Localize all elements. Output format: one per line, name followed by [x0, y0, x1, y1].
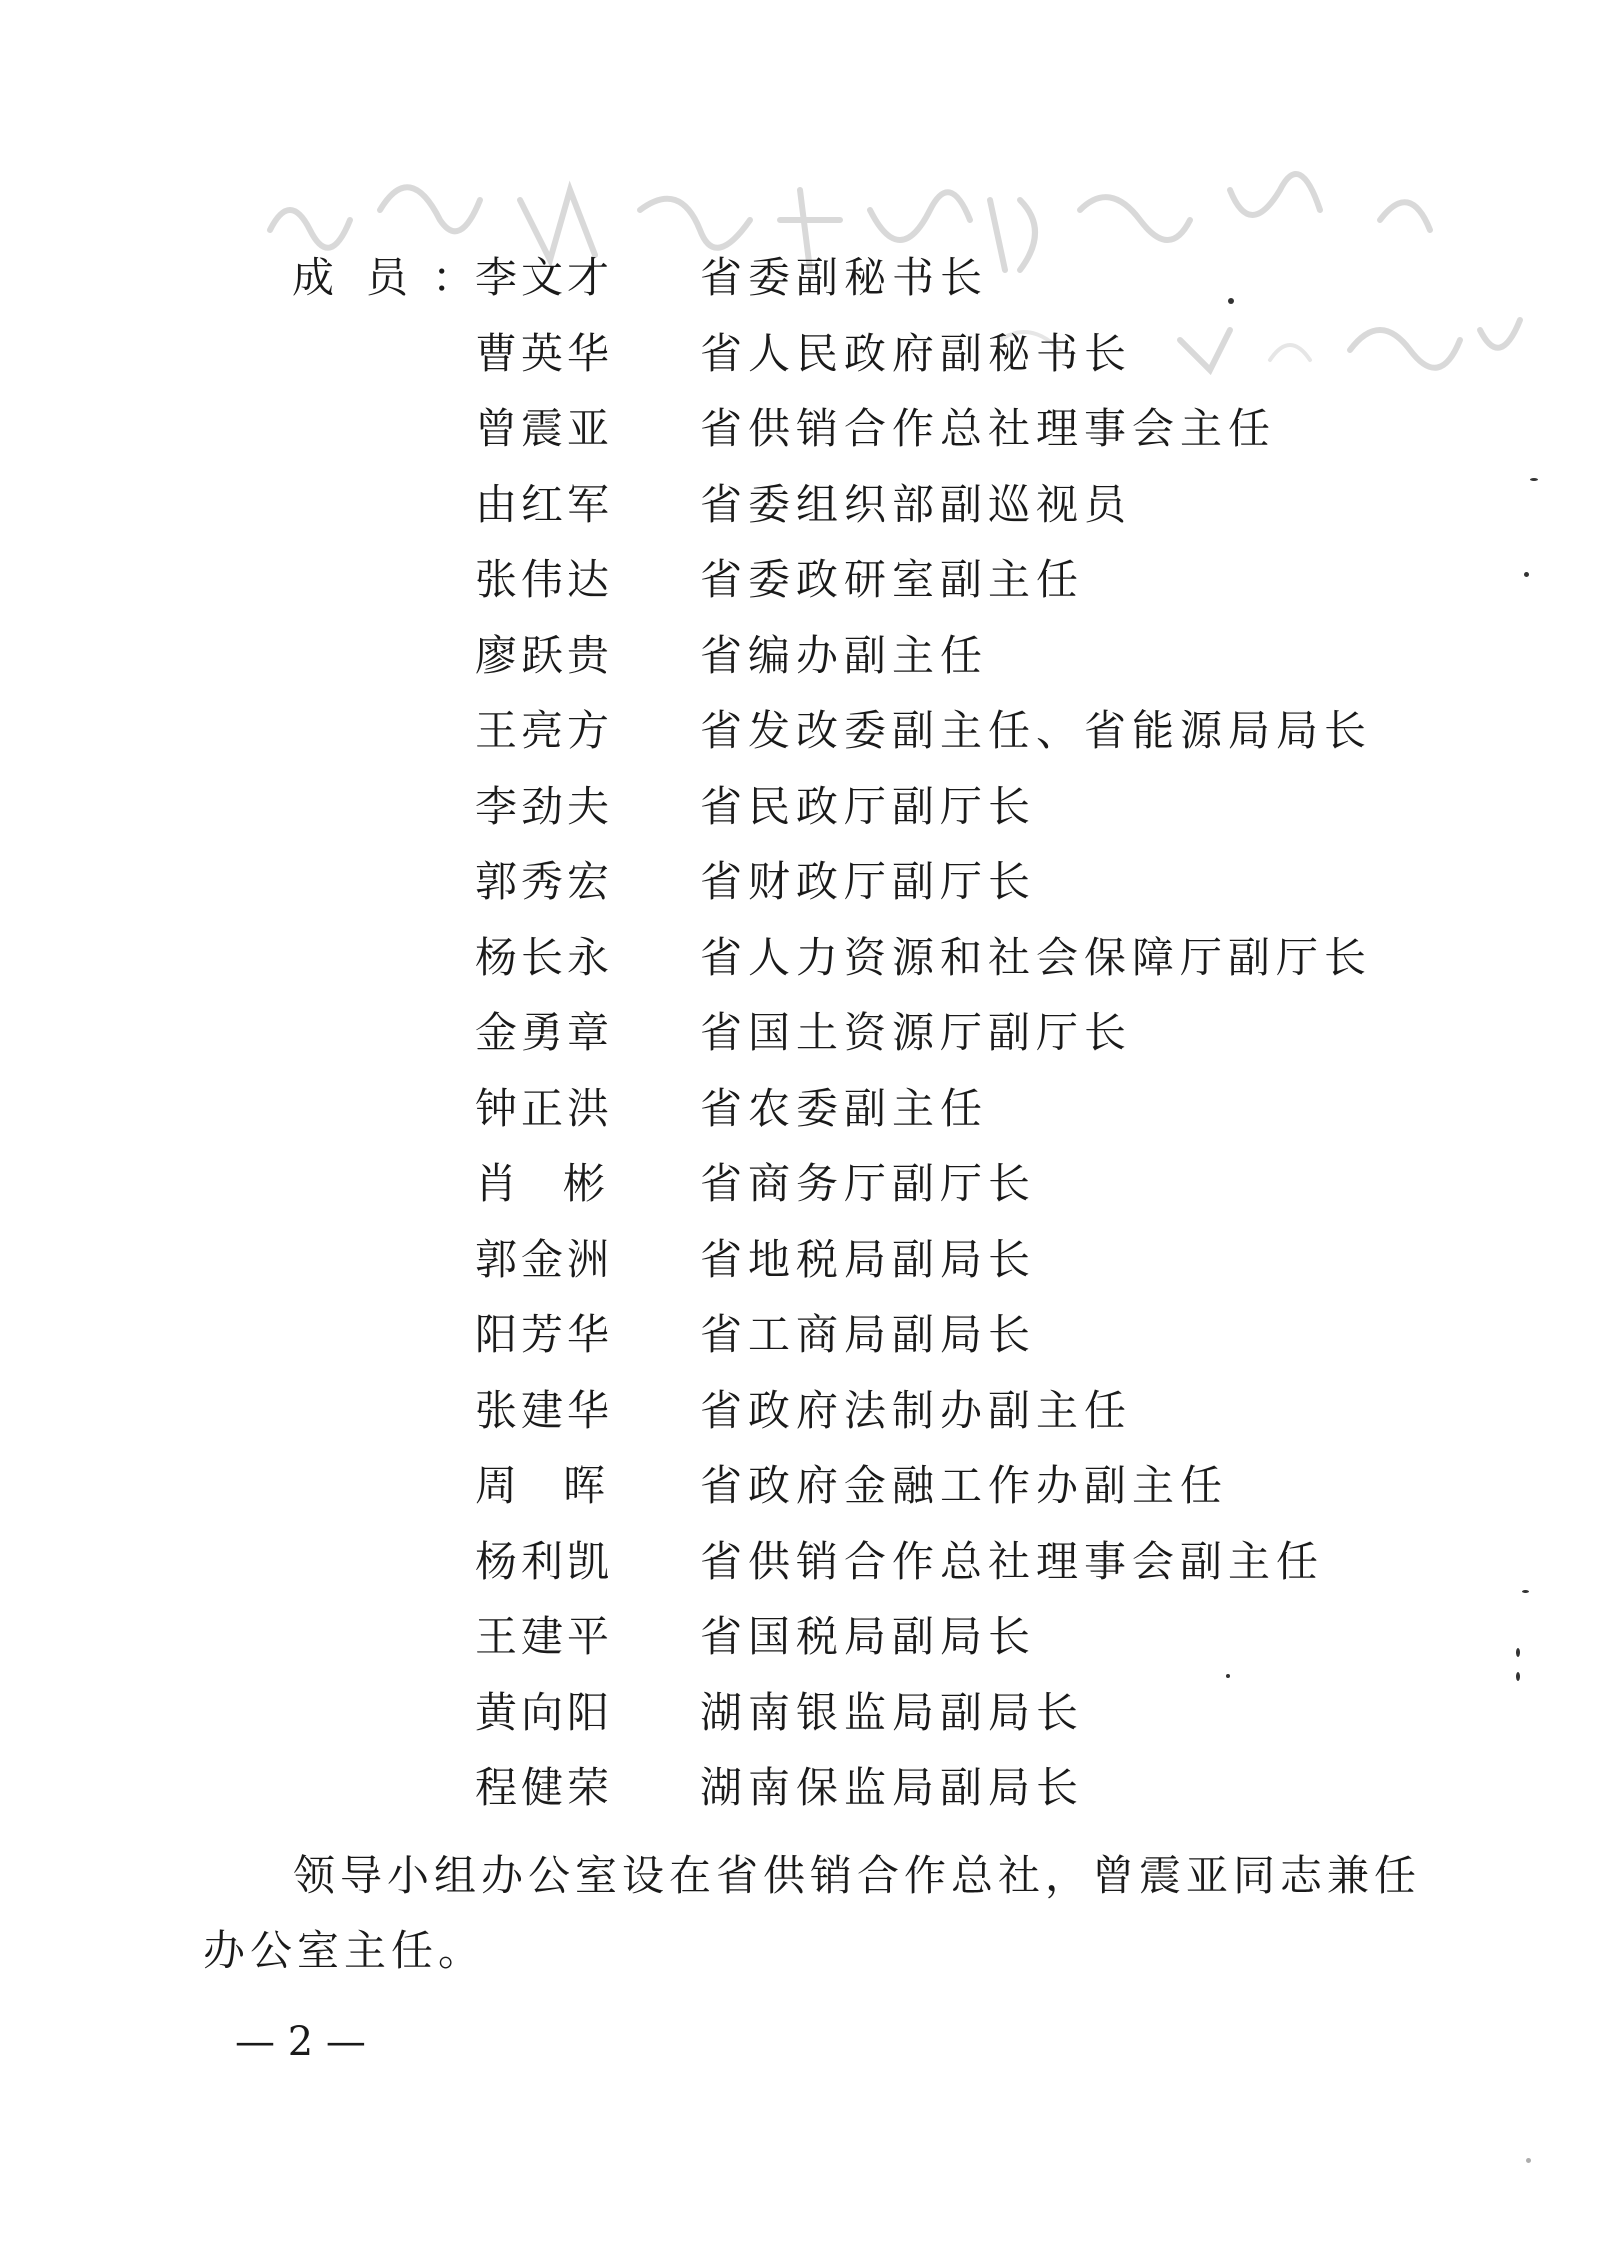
member-row: [0, 777, 1600, 853]
member-name: 张伟达: [475, 555, 614, 604]
member-title: 省委组织部副巡视员: [700, 479, 1133, 529]
office-paragraph-line: 办公室主任。: [203, 1926, 486, 1975]
member-list: [0, 248, 1600, 1834]
member-title: 省财政厅副厅长: [700, 857, 1037, 906]
member-row: [0, 852, 1600, 928]
member-name: 张建华: [475, 1385, 614, 1435]
member-title: 省发改委副主任、省能源局局长: [700, 706, 1373, 755]
scan-speck: [1228, 298, 1234, 304]
member-name: 曾震亚: [475, 404, 614, 453]
member-title: 省民政厅副厅长: [700, 781, 1037, 831]
member-name: 杨利凯: [475, 1536, 614, 1586]
member-name: 黄向阳: [475, 1687, 614, 1737]
member-name: 李文才: [475, 253, 614, 302]
member-label: 成员: [292, 253, 441, 302]
member-row: [0, 1683, 1600, 1759]
member-row: [0, 1381, 1600, 1457]
member-title: 省政府金融工作办副主任: [700, 1461, 1229, 1510]
member-name: 廖跃贵: [475, 630, 614, 680]
member-title: 省编办副主任: [700, 630, 989, 680]
member-title: 省工商局副局长: [700, 1310, 1037, 1359]
member-row: [0, 550, 1600, 626]
member-row: [0, 1305, 1600, 1381]
member-title: 省政府法制办副主任: [700, 1385, 1133, 1435]
member-title: 省地税局副局长: [700, 1234, 1037, 1284]
member-row: [0, 1003, 1600, 1079]
member-label-colon: ：: [432, 253, 475, 302]
scan-speck: [1522, 1590, 1529, 1593]
page-number: — 2 —: [235, 2019, 366, 2065]
member-name: 杨长永: [475, 932, 614, 982]
member-title: 省国税局副局长: [700, 1612, 1037, 1661]
member-row: [0, 1230, 1600, 1306]
member-title: 省人力资源和社会保障厅副厅长: [700, 932, 1373, 982]
member-title: 省供销合作总社理事会副主任: [700, 1536, 1325, 1586]
member-title: 湖南银监局副局长: [700, 1687, 1085, 1737]
member-row: [0, 626, 1600, 702]
member-name: 李劲夫: [475, 781, 614, 831]
member-title: 省人民政府副秘书长: [700, 328, 1133, 378]
member-row: [0, 324, 1600, 400]
member-name: 郭秀宏: [475, 857, 614, 906]
office-paragraph-line: 领导小组办公室设在省供销合作总社，曾震亚同志兼任: [293, 1851, 1422, 1900]
member-name: 周晖: [475, 1461, 652, 1510]
member-row: [0, 928, 1600, 1004]
member-row: [0, 475, 1600, 551]
member-name: 阳芳华: [475, 1310, 614, 1359]
scan-speck: [1530, 478, 1538, 481]
member-row: [0, 1532, 1600, 1608]
member-title: 省商务厅副厅长: [700, 1159, 1037, 1208]
member-name: 曹英华: [475, 328, 614, 378]
member-row: [0, 1079, 1600, 1155]
scan-speck: [1516, 1672, 1520, 1681]
member-row: [0, 1607, 1600, 1683]
member-name: 王建平: [475, 1612, 614, 1661]
member-name: 金勇章: [475, 1008, 614, 1057]
member-name: 肖彬: [475, 1159, 652, 1208]
member-title: 湖南保监局副局长: [700, 1763, 1085, 1812]
scan-speck: [1524, 572, 1529, 577]
member-title: 省委政研室副主任: [700, 555, 1085, 604]
office-paragraph: [203, 1838, 1423, 1988]
member-name: 王亮方: [475, 706, 614, 755]
member-row: [0, 248, 1600, 324]
scan-speck: [1226, 1674, 1230, 1678]
member-title: 省供销合作总社理事会主任: [700, 404, 1277, 453]
member-title: 省委副秘书长: [700, 253, 989, 302]
member-name: 程健荣: [475, 1763, 614, 1812]
member-name: 郭金洲: [475, 1234, 614, 1284]
member-name: 由红军: [475, 479, 614, 529]
member-row: [0, 1758, 1600, 1834]
member-title: 省国土资源厅副厅长: [700, 1008, 1133, 1057]
member-row: [0, 1154, 1600, 1230]
member-row: [0, 701, 1600, 777]
scan-speck: [1526, 2158, 1531, 2163]
scan-speck: [1516, 1648, 1520, 1657]
member-title: 省农委副主任: [700, 1083, 989, 1133]
member-name: 钟正洪: [475, 1083, 614, 1133]
member-row: [0, 399, 1600, 475]
member-row: [0, 1456, 1600, 1532]
